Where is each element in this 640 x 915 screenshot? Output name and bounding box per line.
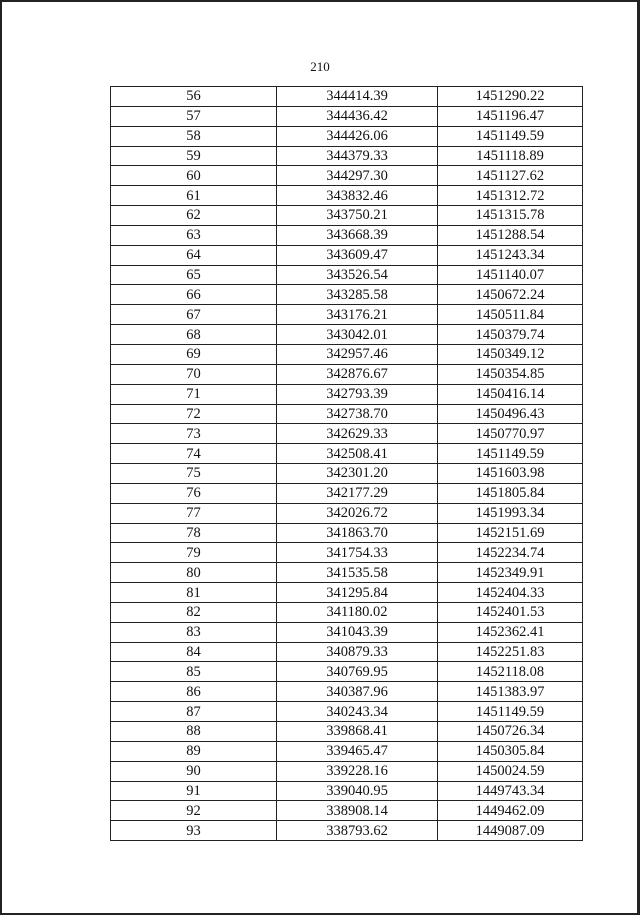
y-coordinate-cell: 1452118.08 <box>438 662 583 682</box>
table-row <box>111 781 583 801</box>
x-coordinate-cell: 339228.16 <box>277 761 438 781</box>
point-number-cell: 75 <box>111 464 277 484</box>
table-row <box>111 146 583 166</box>
y-coordinate-cell: 1451140.07 <box>438 265 583 285</box>
point-number-cell: 90 <box>111 761 277 781</box>
x-coordinate-cell: 343832.46 <box>277 186 438 206</box>
x-coordinate-cell: 343609.47 <box>277 245 438 265</box>
y-coordinate-cell: 1449462.09 <box>438 801 583 821</box>
table-row <box>111 821 583 841</box>
y-coordinate-cell: 1452234.74 <box>438 543 583 563</box>
y-coordinate-cell: 1450024.59 <box>438 761 583 781</box>
page-border-top <box>0 0 640 2</box>
point-number-cell: 79 <box>111 543 277 563</box>
point-number-cell: 59 <box>111 146 277 166</box>
y-coordinate-cell: 1452362.41 <box>438 622 583 642</box>
x-coordinate-cell: 342026.72 <box>277 503 438 523</box>
table-row <box>111 682 583 702</box>
x-coordinate-cell: 342508.41 <box>277 444 438 464</box>
point-number-cell: 74 <box>111 444 277 464</box>
x-coordinate-cell: 339040.95 <box>277 781 438 801</box>
table-row <box>111 563 583 583</box>
table-row <box>111 424 583 444</box>
x-coordinate-cell: 344379.33 <box>277 146 438 166</box>
point-number-cell: 84 <box>111 642 277 662</box>
table-row <box>111 741 583 761</box>
x-coordinate-cell: 343668.39 <box>277 225 438 245</box>
point-number-cell: 69 <box>111 344 277 364</box>
table-row <box>111 225 583 245</box>
point-number-cell: 72 <box>111 404 277 424</box>
point-number-cell: 86 <box>111 682 277 702</box>
table-row <box>111 642 583 662</box>
y-coordinate-cell: 1451196.47 <box>438 106 583 126</box>
point-number-cell: 93 <box>111 821 277 841</box>
table-row <box>111 722 583 742</box>
x-coordinate-cell: 340387.96 <box>277 682 438 702</box>
table-row <box>111 305 583 325</box>
y-coordinate-cell: 1451149.59 <box>438 702 583 722</box>
x-coordinate-cell: 341043.39 <box>277 622 438 642</box>
y-coordinate-cell: 1450354.85 <box>438 364 583 384</box>
point-number-cell: 64 <box>111 245 277 265</box>
y-coordinate-cell: 1450416.14 <box>438 384 583 404</box>
point-number-cell: 73 <box>111 424 277 444</box>
point-number-cell: 89 <box>111 741 277 761</box>
table-row <box>111 186 583 206</box>
y-coordinate-cell: 1451288.54 <box>438 225 583 245</box>
table-row <box>111 166 583 186</box>
x-coordinate-cell: 344426.06 <box>277 126 438 146</box>
point-number-cell: 87 <box>111 702 277 722</box>
point-number-cell: 61 <box>111 186 277 206</box>
point-number-cell: 65 <box>111 265 277 285</box>
y-coordinate-cell: 1452401.53 <box>438 602 583 622</box>
x-coordinate-cell: 344414.39 <box>277 87 438 107</box>
y-coordinate-cell: 1449087.09 <box>438 821 583 841</box>
point-number-cell: 91 <box>111 781 277 801</box>
x-coordinate-cell: 344436.42 <box>277 106 438 126</box>
table-row <box>111 761 583 781</box>
y-coordinate-cell: 1450305.84 <box>438 741 583 761</box>
point-number-cell: 60 <box>111 166 277 186</box>
x-coordinate-cell: 342957.46 <box>277 344 438 364</box>
coordinate-table-body <box>111 87 583 841</box>
point-number-cell: 62 <box>111 206 277 226</box>
y-coordinate-cell: 1452251.83 <box>438 642 583 662</box>
table-row <box>111 206 583 226</box>
table-row <box>111 126 583 146</box>
y-coordinate-cell: 1450496.43 <box>438 404 583 424</box>
page-number: 210 <box>310 59 330 74</box>
point-number-cell: 56 <box>111 87 277 107</box>
point-number-cell: 77 <box>111 503 277 523</box>
y-coordinate-cell: 1451290.22 <box>438 87 583 107</box>
x-coordinate-cell: 343042.01 <box>277 325 438 345</box>
x-coordinate-cell: 338908.14 <box>277 801 438 821</box>
x-coordinate-cell: 343526.54 <box>277 265 438 285</box>
table-row <box>111 344 583 364</box>
point-number-cell: 71 <box>111 384 277 404</box>
table-row <box>111 265 583 285</box>
y-coordinate-cell: 1450349.12 <box>438 344 583 364</box>
x-coordinate-cell: 341863.70 <box>277 523 438 543</box>
point-number-cell: 92 <box>111 801 277 821</box>
y-coordinate-cell: 1451603.98 <box>438 464 583 484</box>
table-row <box>111 523 583 543</box>
table-row <box>111 622 583 642</box>
x-coordinate-cell: 341754.33 <box>277 543 438 563</box>
x-coordinate-cell: 340243.34 <box>277 702 438 722</box>
point-number-cell: 66 <box>111 285 277 305</box>
point-number-cell: 76 <box>111 483 277 503</box>
y-coordinate-cell: 1451315.78 <box>438 206 583 226</box>
x-coordinate-cell: 339465.47 <box>277 741 438 761</box>
table-row <box>111 583 583 603</box>
x-coordinate-cell: 340769.95 <box>277 662 438 682</box>
x-coordinate-cell: 343750.21 <box>277 206 438 226</box>
point-number-cell: 80 <box>111 563 277 583</box>
x-coordinate-cell: 343176.21 <box>277 305 438 325</box>
coordinate-table <box>110 86 583 841</box>
x-coordinate-cell: 339868.41 <box>277 722 438 742</box>
y-coordinate-cell: 1450672.24 <box>438 285 583 305</box>
table-row <box>111 364 583 384</box>
y-coordinate-cell: 1451243.34 <box>438 245 583 265</box>
y-coordinate-cell: 1451383.97 <box>438 682 583 702</box>
point-number-cell: 85 <box>111 662 277 682</box>
x-coordinate-cell: 340879.33 <box>277 642 438 662</box>
table-row <box>111 602 583 622</box>
point-number-cell: 67 <box>111 305 277 325</box>
x-coordinate-cell: 342738.70 <box>277 404 438 424</box>
y-coordinate-cell: 1451127.62 <box>438 166 583 186</box>
table-row <box>111 384 583 404</box>
y-coordinate-cell: 1452404.33 <box>438 583 583 603</box>
table-row <box>111 285 583 305</box>
table-row <box>111 543 583 563</box>
y-coordinate-cell: 1450770.97 <box>438 424 583 444</box>
point-number-cell: 57 <box>111 106 277 126</box>
y-coordinate-cell: 1451149.59 <box>438 126 583 146</box>
x-coordinate-cell: 342301.20 <box>277 464 438 484</box>
point-number-cell: 63 <box>111 225 277 245</box>
point-number-cell: 70 <box>111 364 277 384</box>
point-number-cell: 88 <box>111 722 277 742</box>
y-coordinate-cell: 1449743.34 <box>438 781 583 801</box>
table-row <box>111 404 583 424</box>
table-row <box>111 87 583 107</box>
point-number-cell: 68 <box>111 325 277 345</box>
y-coordinate-cell: 1451312.72 <box>438 186 583 206</box>
y-coordinate-cell: 1450726.34 <box>438 722 583 742</box>
table-row <box>111 464 583 484</box>
x-coordinate-cell: 341295.84 <box>277 583 438 603</box>
y-coordinate-cell: 1451993.34 <box>438 503 583 523</box>
x-coordinate-cell: 341180.02 <box>277 602 438 622</box>
x-coordinate-cell: 344297.30 <box>277 166 438 186</box>
table-row <box>111 325 583 345</box>
x-coordinate-cell: 342876.67 <box>277 364 438 384</box>
x-coordinate-cell: 343285.58 <box>277 285 438 305</box>
table-row <box>111 483 583 503</box>
table-row <box>111 801 583 821</box>
point-number-cell: 81 <box>111 583 277 603</box>
y-coordinate-cell: 1452349.91 <box>438 563 583 583</box>
table-row <box>111 444 583 464</box>
y-coordinate-cell: 1451149.59 <box>438 444 583 464</box>
x-coordinate-cell: 342629.33 <box>277 424 438 444</box>
table-row <box>111 245 583 265</box>
y-coordinate-cell: 1452151.69 <box>438 523 583 543</box>
point-number-cell: 83 <box>111 622 277 642</box>
page-border-left <box>0 0 2 915</box>
table-row <box>111 503 583 523</box>
y-coordinate-cell: 1450511.84 <box>438 305 583 325</box>
x-coordinate-cell: 338793.62 <box>277 821 438 841</box>
table-row <box>111 106 583 126</box>
table-row <box>111 662 583 682</box>
point-number-cell: 82 <box>111 602 277 622</box>
y-coordinate-cell: 1451118.89 <box>438 146 583 166</box>
y-coordinate-cell: 1450379.74 <box>438 325 583 345</box>
x-coordinate-cell: 342177.29 <box>277 483 438 503</box>
x-coordinate-cell: 342793.39 <box>277 384 438 404</box>
point-number-cell: 78 <box>111 523 277 543</box>
table-row <box>111 702 583 722</box>
y-coordinate-cell: 1451805.84 <box>438 483 583 503</box>
x-coordinate-cell: 341535.58 <box>277 563 438 583</box>
point-number-cell: 58 <box>111 126 277 146</box>
